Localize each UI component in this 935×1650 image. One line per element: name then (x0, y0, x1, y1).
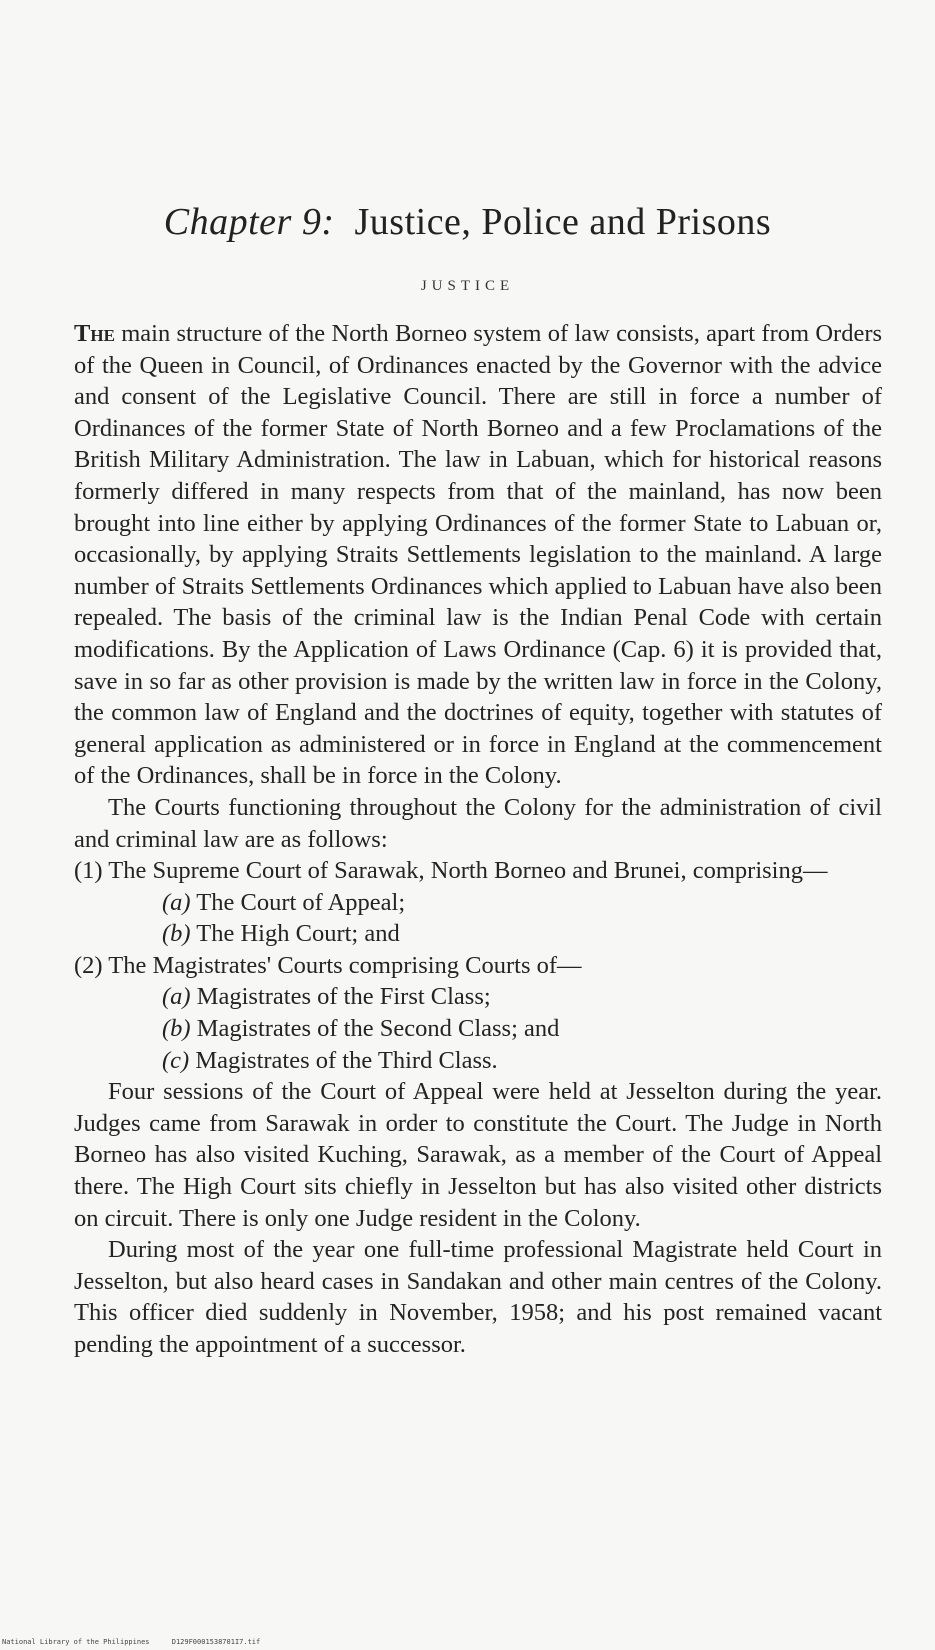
list-subitem (74, 981, 882, 1013)
paragraph-3: Four sessions of the Court of Appeal were held at Jesselton during the year. Judges came from Sarawak in order to constitute the Court. The Judge in North Borneo has also visited Kuching, Sarawak, as a member of the Court of Appeal there. The High Court sits chiefly in Jesselton but has also visited other districts on circuit. There is only one Judge resident in the Colony. (74, 1078, 882, 1232)
list-item-text: The Supreme Court of Sarawak, North Borneo and Brunei, comprising— (108, 857, 828, 885)
paragraph-1-text: main structure of the North Borneo system of law consists, apart from Orders of the Queen in Council, of Ordinances enacted by the Governor with the advice and consent of the Legislative Council. There are still in force a number of Ordinances of the former State of North Borneo and a few Proclamations of the British Military Administration. The law in Labuan, which for historical reasons formerly differed in many respects from that of the mainland, has now been brought into line either by applying Ordinances of the former State to Labuan or, occasionally, by applying Straits Settlements legislation to the mainland. A large number of Straits Settlements Ordinances which applied to Labuan have also been repealed. The basis of the criminal law is the Indian Penal Code with certain modifications. By the Application of Laws Ordinance (Cap. 6) it is provided that, save in so far as other provision is made by the written law in force in the Colony, the common law of England and the doctrines of equity, together with statutes of general application as administered or in force in England at the commencement of the Ordinances, shall be in force in the Colony. (74, 320, 883, 790)
body-text (74, 318, 882, 1361)
file-id: D129F0001538701I7.tif (171, 1638, 261, 1646)
list-item-text: The Magistrates' Courts comprising Courts of— (108, 951, 582, 979)
list-subitem-letter: (c) (162, 1046, 190, 1074)
list-subitem-text: Magistrates of the First Class; (196, 983, 491, 1011)
chapter-number: Chapter 9: (163, 201, 335, 243)
list-item (74, 855, 882, 887)
list-subitem (74, 918, 882, 950)
paragraph-lead-word: The (74, 320, 115, 347)
list-subitem-letter: (a) (162, 983, 191, 1011)
paragraph-1 (74, 318, 882, 792)
paragraph-4: During most of the year one full-time professional Magistrate held Court in Jesselton, but also heard cases in Sandakan and other main centres of the Colony. This officer died suddenly in November, 1958; and his post remained vacant pending the appointment of a successor. (74, 1236, 882, 1358)
list-subitem-text: The High Court; and (196, 920, 400, 948)
list-subitem-letter: (b) (162, 1015, 191, 1043)
list-subitem-letter: (b) (162, 920, 191, 948)
scan-footer (2, 1638, 260, 1646)
courts-list (74, 855, 882, 1076)
list-subitem (74, 1013, 882, 1045)
paragraph-2: The Courts functioning throughout the Colony for the administration of civil and criminal law are as follows: (74, 793, 882, 853)
list-item-number: (2) (74, 951, 103, 979)
list-subitem (74, 887, 882, 919)
list-item (74, 950, 882, 982)
list-item-number: (1) (74, 857, 103, 885)
list-subitem-text: Magistrates of the Third Class. (195, 1046, 498, 1074)
chapter-name: Justice, Police and Prisons (354, 201, 772, 243)
chapter-title (0, 200, 935, 244)
list-subitem-text: Magistrates of the Second Class; and (196, 1015, 560, 1043)
list-subitem-letter: (a) (162, 888, 191, 916)
list-subitem-text: The Court of Appeal; (196, 888, 406, 916)
list-subitem (74, 1045, 882, 1077)
library-name: National Library of the Philippines (2, 1638, 150, 1646)
section-heading: JUSTICE (420, 278, 515, 294)
